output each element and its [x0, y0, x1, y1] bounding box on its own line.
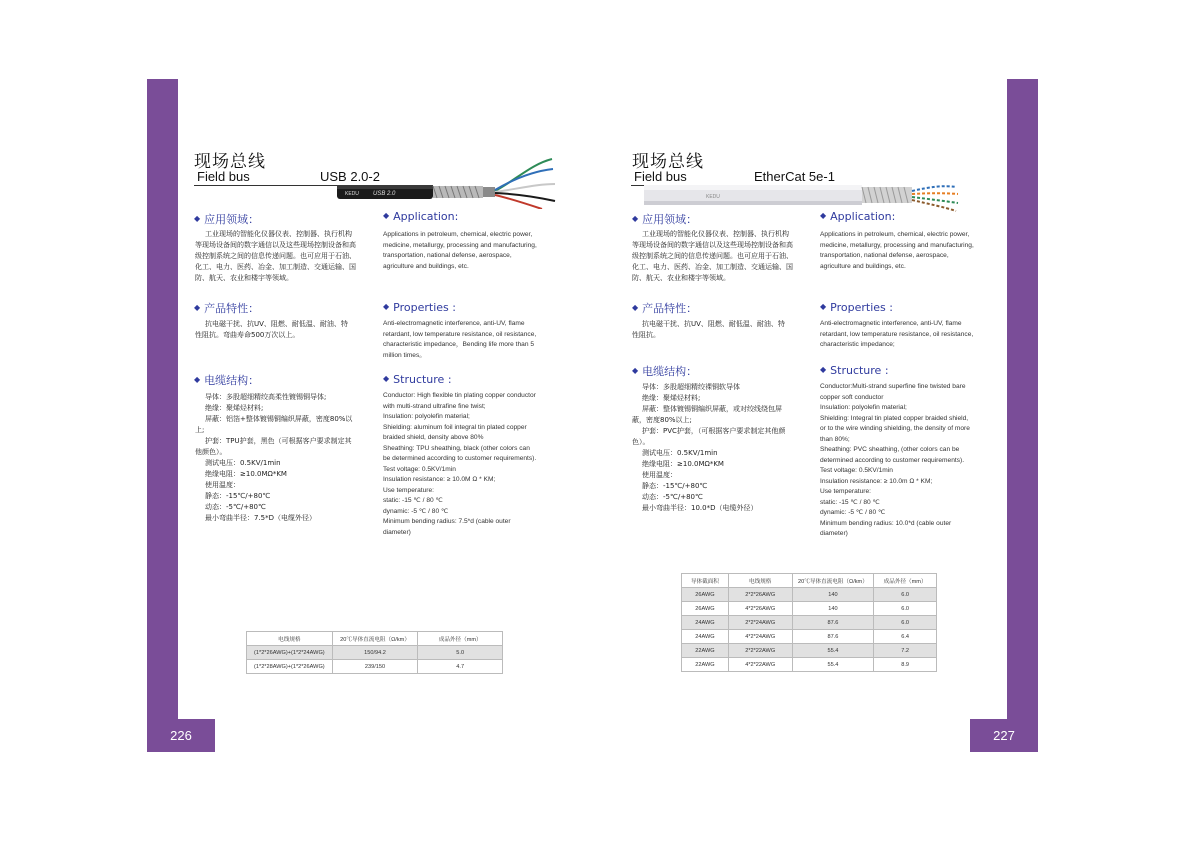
- table-header-cell: 20℃导体直流电阻（Ω/km）: [332, 632, 418, 646]
- spec-table: [681, 573, 937, 672]
- table-cell: 2*2*26AWG: [728, 588, 792, 602]
- properties-text-cn: [195, 319, 375, 341]
- struct-cn-line: 绝缘电阻：≥10.0MΩ*KM: [205, 470, 287, 478]
- struct-cn-line: 绝缘：聚烯烃材料;: [642, 394, 701, 402]
- struct-cn-line: 使用温度：: [205, 481, 240, 489]
- table-header-row: [247, 632, 503, 646]
- struct-cn-line: 护套：PVC护套，（可根据客户要求制定其他颜: [642, 427, 786, 435]
- section-application-en: ◆ Application:: [820, 210, 896, 223]
- struct-en-line: Insulation resistance: ≥ 10.0M Ω * KM;: [383, 476, 496, 483]
- table-cell: (1*2*26AWG)+(1*2*24AWG): [247, 646, 333, 660]
- app-cn-line: 化工、电力、医药、冶金、加工制造、交通运输、国: [195, 263, 356, 271]
- usb-cable-image: [337, 149, 557, 209]
- structure-text-en: [383, 391, 568, 538]
- struct-en-line: Minimum bending radius: 10.0*d (cable outer: [820, 519, 952, 527]
- table-cell: 6.0: [874, 616, 937, 630]
- app-en-line: medicine, metallurgy, processing and manufacturing,: [383, 241, 537, 249]
- prop-en-line: characteristic impedance;: [820, 341, 895, 348]
- app-en-line: Applications in petroleum, chemical, electric power,: [383, 231, 533, 238]
- table-header-cell: 电线规格: [728, 574, 792, 588]
- table-row: [247, 660, 503, 674]
- struct-en-line: Shielding: Integral tin plated copper braided shield,: [820, 414, 969, 422]
- section-structure-en: ◆ Structure :: [383, 373, 452, 386]
- app-cn-line: 工业现场的智能化仪器仪表、控制器、执行机构: [642, 230, 789, 238]
- table-row: [247, 646, 503, 660]
- prop-en-line: Anti-electromagnetic interference, anti-UV, flame: [820, 320, 962, 327]
- model-name: EtherCat 5e-1: [754, 169, 835, 184]
- section-application-cn: ◆ 应用领域：: [194, 213, 260, 226]
- section-application-cn: ◆ 应用领域：: [632, 213, 698, 226]
- struct-en-line: Insulation resistance: ≥ 10.0m Ω * KM;: [820, 477, 933, 485]
- struct-en-line: static: -15 ℃ / 80 ℃: [820, 498, 880, 506]
- struct-en-line: Sheathing: PVC sheathing, (other colors can be: [820, 446, 960, 453]
- table-cell: 24AWG: [682, 630, 729, 644]
- table-header-cell: 电线规格: [247, 632, 333, 646]
- table-row: [682, 644, 937, 658]
- table-cell: 26AWG: [682, 588, 729, 602]
- prop-en-line: retardant, low temperature resistance, oil resistance,: [383, 330, 537, 338]
- prop-cn-line: 性阻抗。: [632, 331, 660, 339]
- table-row: [682, 588, 937, 602]
- app-cn-line: 等现场设备间的数字通信以及这些现场控制设备和高: [195, 241, 356, 249]
- struct-cn-line: 静态：-15℃/+80℃: [205, 492, 271, 500]
- spec-table: [246, 631, 503, 674]
- title-en: Field bus: [197, 169, 250, 184]
- app-cn-line: 化工、电力、医药、冶金、加工制造、交通运输、国: [632, 263, 793, 271]
- app-en-line: transportation, national defense, aerospace,: [383, 252, 512, 259]
- section-properties-cn: ◆ 产品特性：: [194, 302, 260, 315]
- table-header-cell: 导体截面积: [682, 574, 729, 588]
- properties-text-en: [383, 319, 568, 361]
- table-cell: 55.4: [792, 644, 874, 658]
- table-cell: 2*2*22AWG: [728, 644, 792, 658]
- section-application-en: ◆ Application:: [383, 210, 459, 223]
- struct-cn-line: 动态：-5℃/+80℃: [642, 493, 703, 501]
- struct-en-line: static: -15 ℃ / 80 ℃: [383, 497, 443, 504]
- struct-en-line: be determined according to customer requirements).: [383, 455, 537, 462]
- app-cn-line: 级控制系统之间的信息传递问题。也可应用于石油、: [632, 252, 793, 260]
- struct-en-line: dynamic: -5 ℃ / 80 ℃: [820, 509, 886, 516]
- table-header-cell: 20℃导体直流电阻（Ω/km）: [792, 574, 874, 588]
- application-text-cn: [195, 229, 375, 284]
- struct-cn-line: 蔽，密度80%以上;: [632, 416, 692, 424]
- table-cell: 24AWG: [682, 616, 729, 630]
- table-header-cell: 成品外径（mm）: [874, 574, 937, 588]
- page-227: [594, 79, 1038, 752]
- app-cn-line: 防、航天、农业和楼宇等领域。: [195, 274, 293, 282]
- cable-print: USB 2.0: [373, 191, 396, 197]
- app-cn-line: 工业现场的智能化仪器仪表、控制器、执行机构: [205, 230, 352, 238]
- prop-cn-line: 性阻抗。弯曲寿命500万次以上。: [195, 331, 300, 339]
- struct-cn-line: 屏蔽：铝箔+整体镀锡铜编织屏蔽，密度80%以: [205, 415, 353, 423]
- app-cn-line: 等现场设备间的数字通信以及这些现场控制设备和高: [632, 241, 793, 249]
- struct-cn-line: 导体：多股超细精绞裸铜软导体: [642, 383, 740, 391]
- catalog-spread: [147, 79, 1038, 752]
- properties-text-en: [820, 319, 1005, 351]
- section-properties-cn: ◆ 产品特性：: [632, 302, 698, 315]
- table-cell: 239/150: [332, 660, 418, 674]
- struct-cn-line: 屏蔽：整体镀锡铜编织屏蔽，或对绞线绕包屏: [642, 405, 782, 413]
- prop-en-line: retardant, low temperature resistance, oil resistance,: [820, 330, 974, 338]
- table-cell: (1*2*28AWG)+(1*2*26AWG): [247, 660, 333, 674]
- table-header-cell: 成品外径（mm）: [418, 632, 503, 646]
- prop-cn-line: 抗电磁干扰、抗UV、阻燃、耐低温、耐油、特: [642, 320, 785, 328]
- app-en-line: Applications in petroleum, chemical, electric power,: [820, 231, 970, 238]
- table-cell: 2*2*24AWG: [728, 616, 792, 630]
- struct-en-line: Insulation: polyolefin material;: [820, 404, 907, 411]
- structure-text-en: [820, 382, 1005, 540]
- struct-en-line: Insulation: polyolefin material;: [383, 413, 470, 420]
- table-cell: 22AWG: [682, 644, 729, 658]
- struct-en-line: Test voltage: 0.5KV/1min: [383, 465, 456, 473]
- table-cell: 22AWG: [682, 658, 729, 672]
- table-cell: 6.4: [874, 630, 937, 644]
- struct-cn-line: 静态：-15℃/+80℃: [642, 482, 708, 490]
- table-cell: 6.0: [874, 602, 937, 616]
- section-structure-en: ◆ Structure :: [820, 364, 889, 377]
- section-properties-en: ◆ Properties :: [383, 301, 456, 314]
- struct-cn-line: 他颜色）。: [195, 448, 227, 456]
- app-en-line: agriculture and buildings, etc.: [383, 262, 469, 270]
- table-cell: 140: [792, 588, 874, 602]
- struct-en-line: than 80%;: [820, 435, 850, 443]
- title-cn: 现场总线: [632, 152, 704, 172]
- struct-cn-line: 上;: [195, 426, 205, 434]
- application-text-en: [820, 230, 1005, 272]
- struct-en-line: Shielding: aluminum foil integral tin plated copper: [383, 423, 527, 431]
- struct-en-line: dynamic: -5 ℃ / 80 ℃: [383, 507, 449, 515]
- app-cn-line: 防、航天、农业和楼宇等领域。: [632, 274, 730, 282]
- cable-logo: KEDU: [345, 191, 359, 197]
- table-row: [682, 630, 937, 644]
- app-en-line: medicine, metallurgy, processing and manufacturing,: [820, 241, 974, 249]
- struct-en-line: braided shield, density above 80%: [383, 434, 484, 441]
- struct-en-line: or to the wire winding shielding, the density of more: [820, 425, 970, 432]
- prop-en-line: Anti-electromagnetic interference, anti-UV, flame: [383, 320, 525, 327]
- struct-en-line: Minimum bending radius: 7.5*d (cable outer: [383, 518, 511, 525]
- structure-text-cn: [195, 392, 375, 524]
- struct-cn-line: 最小弯曲半径：10.0*D（电缆外径）: [642, 504, 758, 512]
- struct-cn-line: 测试电压：0.5KV/1min: [642, 449, 718, 457]
- struct-en-line: Use temperature:: [383, 486, 434, 494]
- struct-en-line: determined according to customer requirements).: [820, 456, 965, 464]
- struct-cn-line: 测试电压：0.5KV/1min: [205, 459, 281, 467]
- page-number: 227: [970, 719, 1038, 752]
- table-cell: 4.7: [418, 660, 503, 674]
- table-row: [682, 602, 937, 616]
- left-purple-band: [147, 79, 178, 752]
- struct-cn-line: 绝缘电阻：≥10.0MΩ*KM: [642, 460, 724, 468]
- prop-en-line: million times。: [383, 351, 426, 359]
- section-structure-cn: ◆ 电缆结构：: [194, 374, 260, 387]
- structure-text-cn: [632, 382, 812, 514]
- table-row: [682, 616, 937, 630]
- section-properties-en: ◆ Properties :: [820, 301, 893, 314]
- table-cell: 6.0: [874, 588, 937, 602]
- struct-en-line: Conductor: High flexible tin plating copper conductor: [383, 392, 536, 399]
- table-cell: 87.6: [792, 630, 874, 644]
- app-en-line: agriculture and buildings, etc.: [820, 262, 906, 270]
- title-cn: 现场总线: [194, 152, 266, 172]
- application-text-en: [383, 230, 568, 272]
- app-en-line: transportation, national defense, aerospace,: [820, 252, 949, 259]
- struct-cn-line: 导体：多股超细精绞高柔性镀锡铜导体;: [205, 393, 327, 401]
- struct-cn-line: 护套：TPU护套，黑色（可根据客户要求制定其: [205, 437, 352, 445]
- table-header-row: [682, 574, 937, 588]
- struct-en-line: diameter): [820, 530, 848, 537]
- table-cell: 7.2: [874, 644, 937, 658]
- page-number: 226: [147, 719, 215, 752]
- application-text-cn: [632, 229, 812, 284]
- prop-en-line: characteristic impedance，Bending life more than 5: [383, 341, 535, 348]
- title-en: Field bus: [634, 169, 687, 184]
- table-cell: 8.9: [874, 658, 937, 672]
- table-cell: 4*2*24AWG: [728, 630, 792, 644]
- struct-cn-line: 动态：-5℃/+80℃: [205, 503, 266, 511]
- struct-en-line: Test voltage: 0.5KV/1min: [820, 467, 893, 474]
- table-cell: 55.4: [792, 658, 874, 672]
- struct-cn-line: 色）。: [632, 438, 650, 446]
- page-226: [147, 79, 591, 752]
- struct-cn-line: 绝缘：聚烯烃材料;: [205, 404, 264, 412]
- section-structure-cn: ◆ 电缆结构：: [632, 365, 698, 378]
- right-purple-band: [1007, 79, 1038, 752]
- struct-en-line: Sheathing: TPU sheathing, black (other colors can: [383, 444, 530, 452]
- struct-en-line: Conductor:Multi-strand superfine fine twisted bare: [820, 383, 966, 390]
- table-cell: 4*2*22AWG: [728, 658, 792, 672]
- cable-logo: KEDU: [706, 194, 720, 200]
- table-cell: 87.6: [792, 616, 874, 630]
- table-row: [682, 658, 937, 672]
- properties-text-cn: [632, 319, 812, 341]
- table-cell: 150/94.2: [332, 646, 418, 660]
- table-cell: 140: [792, 602, 874, 616]
- prop-cn-line: 抗电磁干扰、抗UV、阻燃、耐低温、耐油、特: [205, 320, 348, 328]
- struct-en-line: diameter): [383, 528, 411, 536]
- model-name: USB 2.0-2: [320, 169, 380, 184]
- table-cell: 26AWG: [682, 602, 729, 616]
- struct-en-line: with multi-strand ultrafine fine twist;: [383, 402, 486, 410]
- struct-en-line: Use temperature:: [820, 488, 871, 495]
- struct-cn-line: 最小弯曲半径：7.5*D（电缆外径）: [205, 514, 317, 522]
- struct-cn-line: 使用温度：: [642, 471, 677, 479]
- struct-en-line: copper soft conductor: [820, 393, 884, 401]
- app-cn-line: 级控制系统之间的信息传递问题。也可应用于石油、: [195, 252, 356, 260]
- table-cell: 4*2*26AWG: [728, 602, 792, 616]
- table-cell: 5.0: [418, 646, 503, 660]
